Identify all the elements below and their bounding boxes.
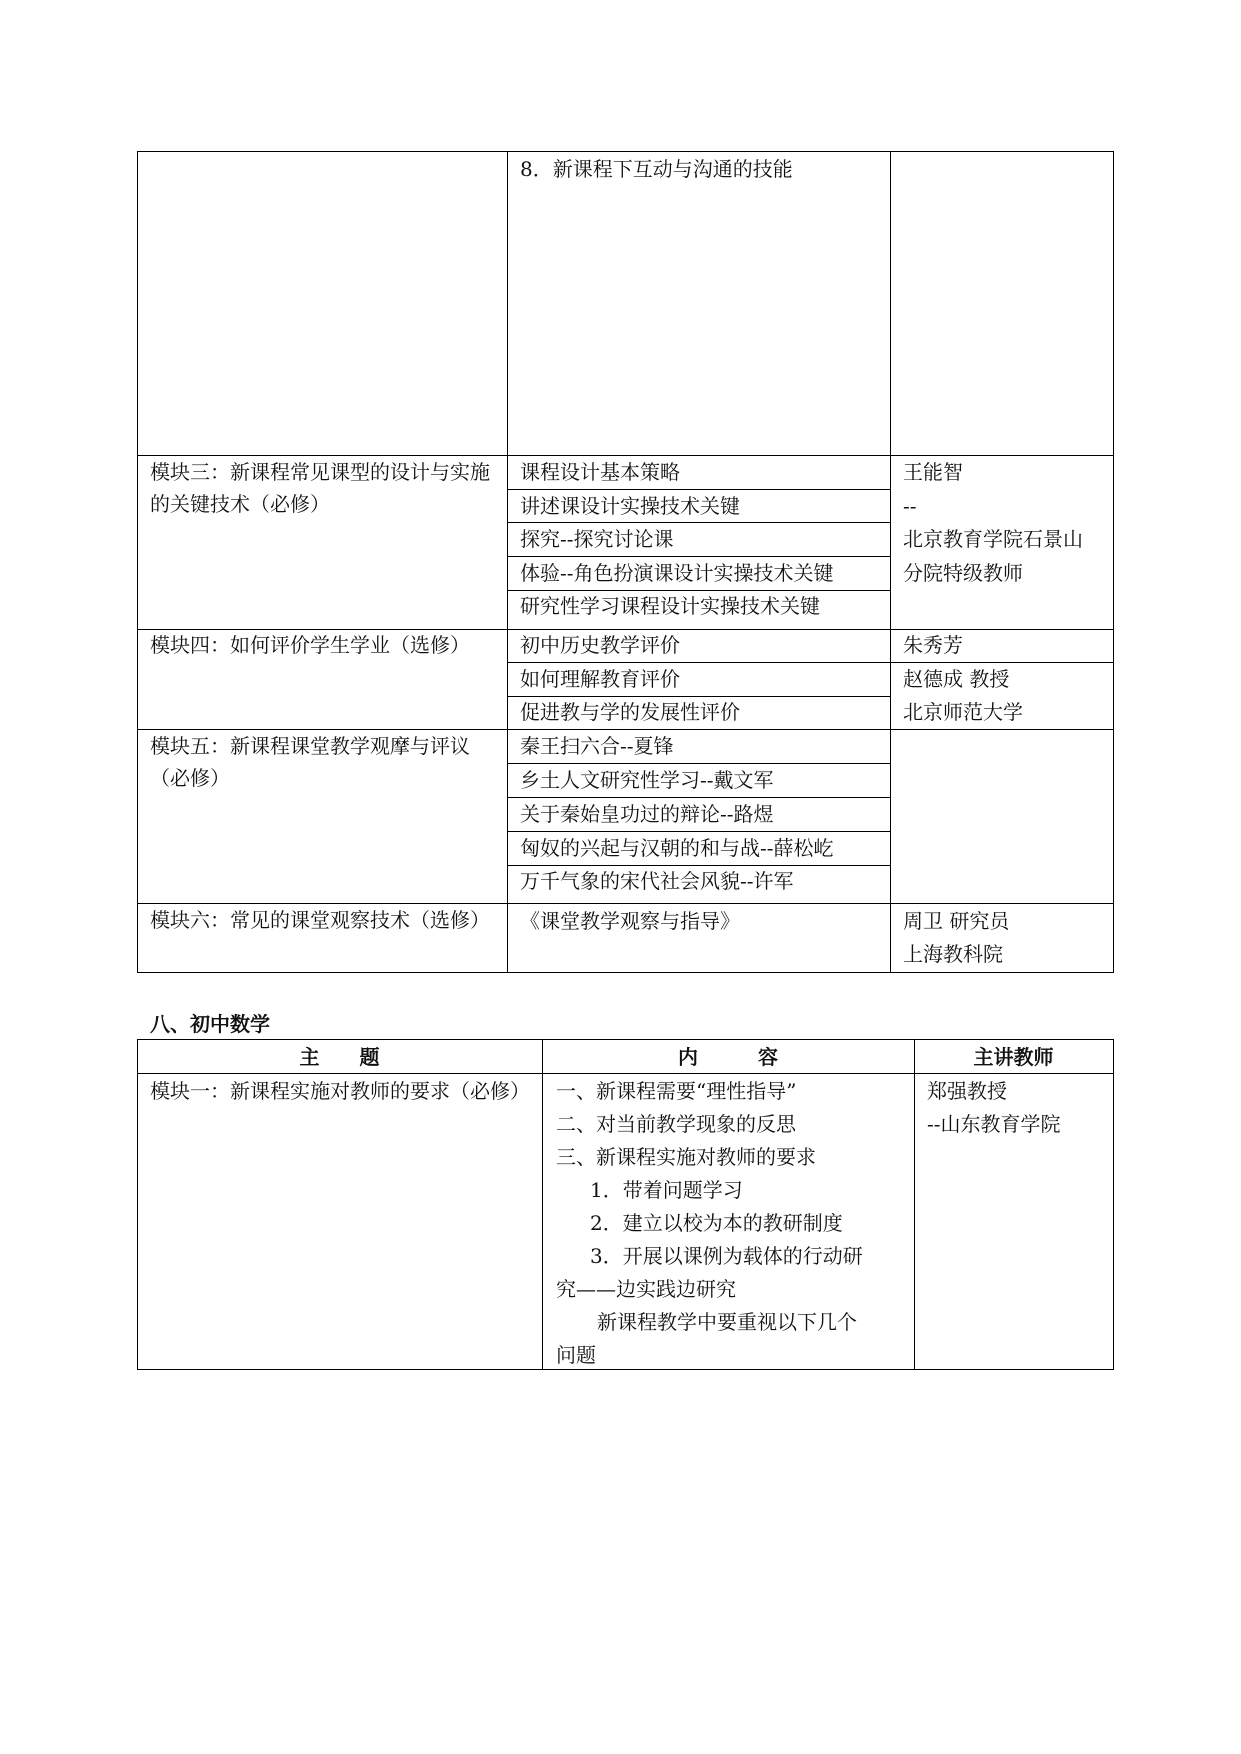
module-4-teacher-line: 北京师范大学 (903, 700, 1023, 724)
module-3-item: 讲述课设计实操技术关键 (520, 494, 740, 518)
table2-teacher-line: --山东教育学院 (927, 1112, 1061, 1136)
table2-header-divider (137, 1073, 1114, 1074)
table2-content-line: 究——边实践边研究 (556, 1277, 736, 1301)
section-title: 八、初中数学 (150, 1012, 270, 1036)
table2-content-line: 问题 (556, 1343, 596, 1367)
table2-content-line: 一、新课程需要“理性指导” (556, 1079, 797, 1103)
table1-bottom-border (137, 972, 1114, 973)
module-4-item: 初中历史教学评价 (520, 633, 680, 657)
module-6-teacher-line: 周卫 研究员 (903, 909, 1010, 933)
module-4-teacher-line: 赵德成 教授 (903, 667, 1010, 691)
module-5-item: 乡土人文研究性学习--戴文军 (520, 768, 774, 792)
table2-content-line: 二、对当前教学现象的反思 (556, 1112, 796, 1136)
table1-m3-line-1 (507, 489, 890, 490)
table1-left-border (137, 151, 138, 973)
table2-header-teacher: 主讲教师 (973, 1045, 1054, 1069)
module-3-teacher-line: 分院特级教师 (903, 561, 1023, 585)
module-5-topic: 模块五：新课程课堂教学观摩与评议（必修） (150, 734, 470, 790)
module-3-teacher-line: 王能智 (903, 460, 963, 484)
module-3-teacher-line: 北京教育学院石景山 (903, 527, 1083, 551)
module-6-item: 《课堂教学观察与指导》 (520, 909, 740, 933)
module-3-teacher-line: -- (903, 494, 917, 518)
table1-m5-line-1 (507, 763, 890, 764)
table2-header-content: 内 容 (678, 1045, 778, 1069)
table2-content-line: 三、新课程实施对教师的要求 (556, 1145, 816, 1169)
table2-content-line: 新课程教学中要重视以下几个 (597, 1310, 857, 1334)
module-3-item: 探究--探究讨论课 (520, 527, 674, 551)
table2-content-line: 1．带着问题学习 (590, 1178, 743, 1202)
table1-m4-line-1 (507, 662, 1114, 663)
module-5-item: 关于秦始皇功过的辩论--路煜 (520, 802, 774, 826)
table1-m3-line-3 (507, 556, 890, 557)
module-6-topic: 模块六：常见的课堂观察技术（选修） (150, 908, 490, 932)
table2-header-topic: 主 题 (299, 1045, 380, 1069)
module-4-topic: 模块四：如何评价学生学业（选修） (150, 633, 470, 657)
module-3-item: 研究性学习课程设计实操技术关键 (520, 594, 820, 618)
table2-col-divider-1 (542, 1039, 543, 1369)
table1-top-content: 8．新课程下互动与沟通的技能 (520, 157, 793, 181)
module-3-item: 体验--角色扮演课设计实操技术关键 (520, 561, 834, 585)
table2-content-line: 3．开展以课例为载体的行动研 (590, 1244, 863, 1268)
table1-col-divider-1 (507, 151, 508, 973)
table1-top-border (137, 151, 1114, 152)
table2-col-divider-2 (914, 1039, 915, 1369)
module-4-item: 促进教与学的发展性评价 (520, 700, 740, 724)
module-3-item: 课程设计基本策略 (520, 460, 680, 484)
table2-row-topic: 模块一：新课程实施对教师的要求（必修） (150, 1079, 530, 1103)
module-6-teacher-line: 上海教科院 (903, 942, 1003, 966)
table2-teacher-line: 郑强教授 (927, 1079, 1007, 1103)
module-4-item: 如何理解教育评价 (520, 667, 680, 691)
table2-right-border (1113, 1039, 1114, 1369)
module-4-teacher-line: 朱秀芳 (903, 633, 963, 657)
table2-left-border (137, 1039, 138, 1369)
module-5-item: 匈奴的兴起与汉朝的和与战--薛松屹 (520, 836, 834, 860)
table1-col-divider-2 (890, 151, 891, 973)
table1-right-border (1113, 151, 1114, 973)
table2-bottom-border (137, 1369, 1114, 1370)
module-3-topic: 模块三：新课程常见课型的设计与实施的关键技术（必修） (150, 460, 490, 516)
table1-m5-line-2 (507, 797, 890, 798)
module-5-item: 万千气象的宋代社会风貌--许军 (520, 869, 794, 893)
module-5-item: 秦王扫六合--夏锋 (520, 734, 674, 758)
table1-m3-line-2 (507, 522, 890, 523)
table2-top-border (137, 1039, 1114, 1040)
table1-m5-line-3 (507, 831, 890, 832)
table2-content-line: 2．建立以校为本的教研制度 (590, 1211, 843, 1235)
